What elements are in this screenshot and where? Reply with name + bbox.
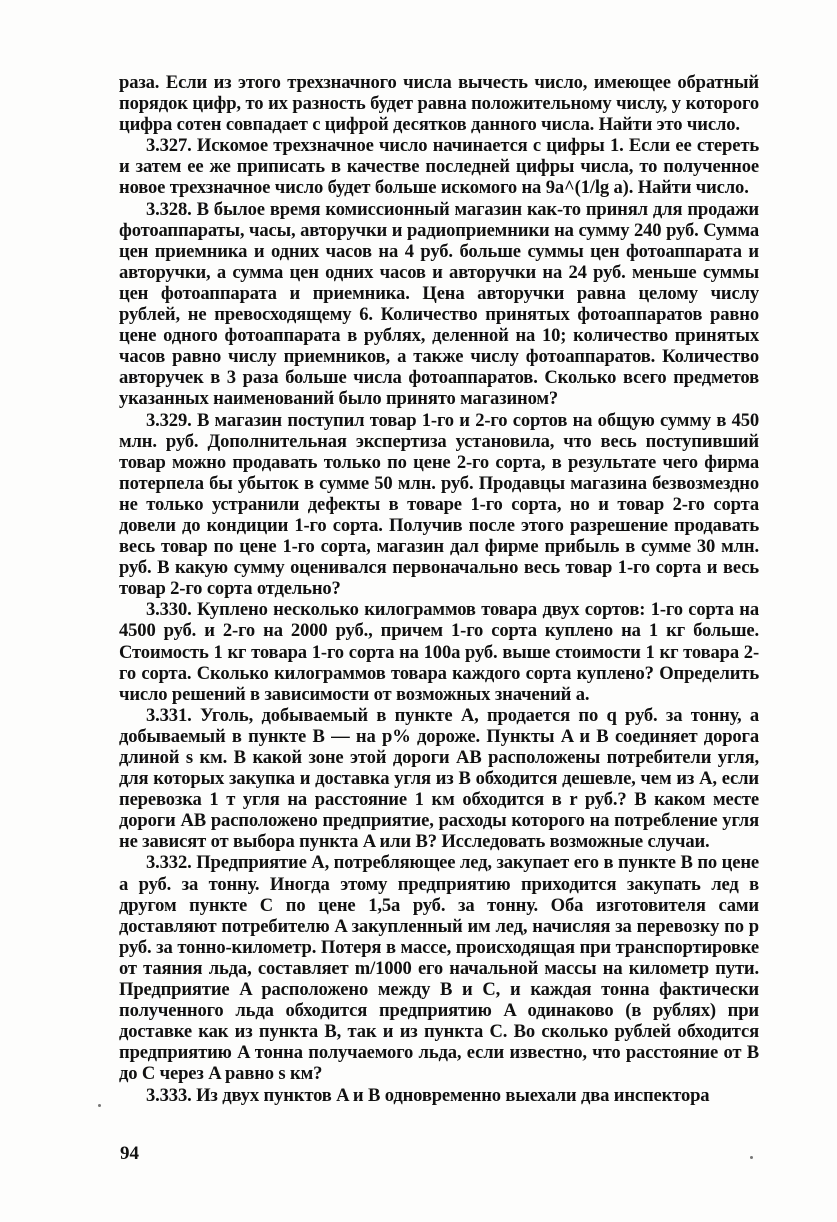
page-number: 94 xyxy=(120,1143,139,1164)
problem-text: Предприятие A, потребляющее лед, закупает его в пункте B по цене a руб. за тонну. Иногда этому предприятию приходится закупать лед в другом пункте C по цене 1,5a руб. за тонну. Оба изготовителя сами доставляют потребителю A закупленный им лед, начисляя за перевозку по p руб. за тонно-километр. Потеря в массе, происходящая при транспортировке от таяния льда, составляет m/1000 его начальной массы на километр пути. Предприятие A расположено между B и C, и каждая тонна фактически полученного льда обходится предприятию A одинаково (в рублях) при доставке как из пункта B, так и из пункта C. Во сколько рублей обходится предприятию A тонна получаемого льда, если известно, что расстояние от B до C через A равно s км? xyxy=(119,852,759,1085)
problem-3-333 xyxy=(119,1085,759,1106)
problem-number: 3.327. xyxy=(146,135,192,157)
problem-number: 3.329. xyxy=(146,409,192,431)
problem-3-330 xyxy=(119,599,759,704)
scan-speck xyxy=(98,1104,101,1107)
problem-text: Уголь, добываемый в пункте A, продается по q руб. за тонну, а добываемый в пункте B — на p% дороже. Пункты A и B соединяет дорога длиной s км. В какой зоне этой дороги AB расположены потребители угля, для которых закупка и доставка угля из B обходится дешевле, чем из A, если перевозка 1 т угля на расстояние 1 км обходится в r руб.? В каком месте дороги AB расположено предприятие, расходы которого на потребление угля не зависят от выбора пункта A или B? Исследовать возможные случаи. xyxy=(119,704,760,853)
problem-3-327 xyxy=(119,135,759,198)
problem-number: 3.330. xyxy=(146,599,192,621)
problem-text: В былое время комиссионный магазин как-то принял для продажи фотоаппараты, часы, авторучки и радиоприемники на сумму 240 руб. Сумма цен приемника и одних часов на 4 руб. больше суммы цен фотоаппарата и авторучки, а сумма цен одних часов и авторучки на 24 руб. меньше суммы цен фотоаппарата и приемника. Цена авторучки равна целому числу рублей, не превосходящему 6. Количество принятых фотоаппаратов равно цене одного фотоаппарата в рублях, деленной на 10; количество принятых часов равно числу приемников, а также числу фотоаппаратов. Количество авторучек в 3 раза больше числа фотоаппаратов. Сколько всего предметов указанных наименований было принято магазином? xyxy=(119,198,759,410)
problem-3-328 xyxy=(119,199,759,410)
problem-number: 3.328. xyxy=(146,198,192,220)
scan-speck xyxy=(750,1156,753,1159)
problem-text: В магазин поступил товар 1-го и 2-го сортов на общую сумму в 450 млн. руб. Дополнительная экспертиза установила, что весь поступивший товар можно продавать только по цене 2-го сорта, в результате чего фирма потерпела бы убыток в сумме 50 млн. руб. Продавцы магазина безвозмездно не только устранили дефекты в товаре 1-го сорта, но и товар 2-го сорта довели до кондиции 1-го сорта. Получив после этого разрешение продавать весь товар по цене 1-го сорта, магазин дал фирме прибыль в сумме 30 млн. руб. В какую сумму оценивался первоначально весь товар 1-го сорта и весь товар 2-го сорта отдельно? xyxy=(119,409,760,600)
problem-number: 3.331. xyxy=(146,704,192,726)
problem-3-331 xyxy=(119,705,759,853)
problem-number: 3.333. xyxy=(146,1084,192,1106)
problem-text: Куплено несколько килограммов товара двух сортов: 1-го сорта на 4500 руб. и 2-го на 2000 руб., причем 1-го сорта куплено на 1 кг больше. Стоимость 1 кг товара 1-го сорта на 100a руб. выше стоимости 1 кг товара 2-го сорта. Сколько килограммов товара каждого сорта куплено? Определить число решений в зависимости от возможных значений a. xyxy=(119,599,760,705)
problem-3-332 xyxy=(119,852,759,1084)
problem-number: 3.332. xyxy=(146,852,192,874)
problem-text: Из двух пунктов A и B одновременно выехали два инспектора xyxy=(196,1084,710,1106)
problem-3-329 xyxy=(119,410,759,600)
page-text xyxy=(119,72,759,1106)
problem-text: Искомое трехзначное число начинается с цифры 1. Если ее стереть и затем ее же приписать в качестве последней цифры числа, то полученное новое трехзначное число будет больше искомого на 9a^(1/lg a). Найти число. xyxy=(119,135,759,199)
paragraph-text: раза. Если из этого трехзначного числа вычесть число, имеющее обратный порядок цифр, то их разность будет равна положительному числу, у которого цифра сотен совпадает с цифрой десятков данного числа. Найти это число. xyxy=(119,72,759,136)
paragraph-continuation xyxy=(119,72,759,135)
